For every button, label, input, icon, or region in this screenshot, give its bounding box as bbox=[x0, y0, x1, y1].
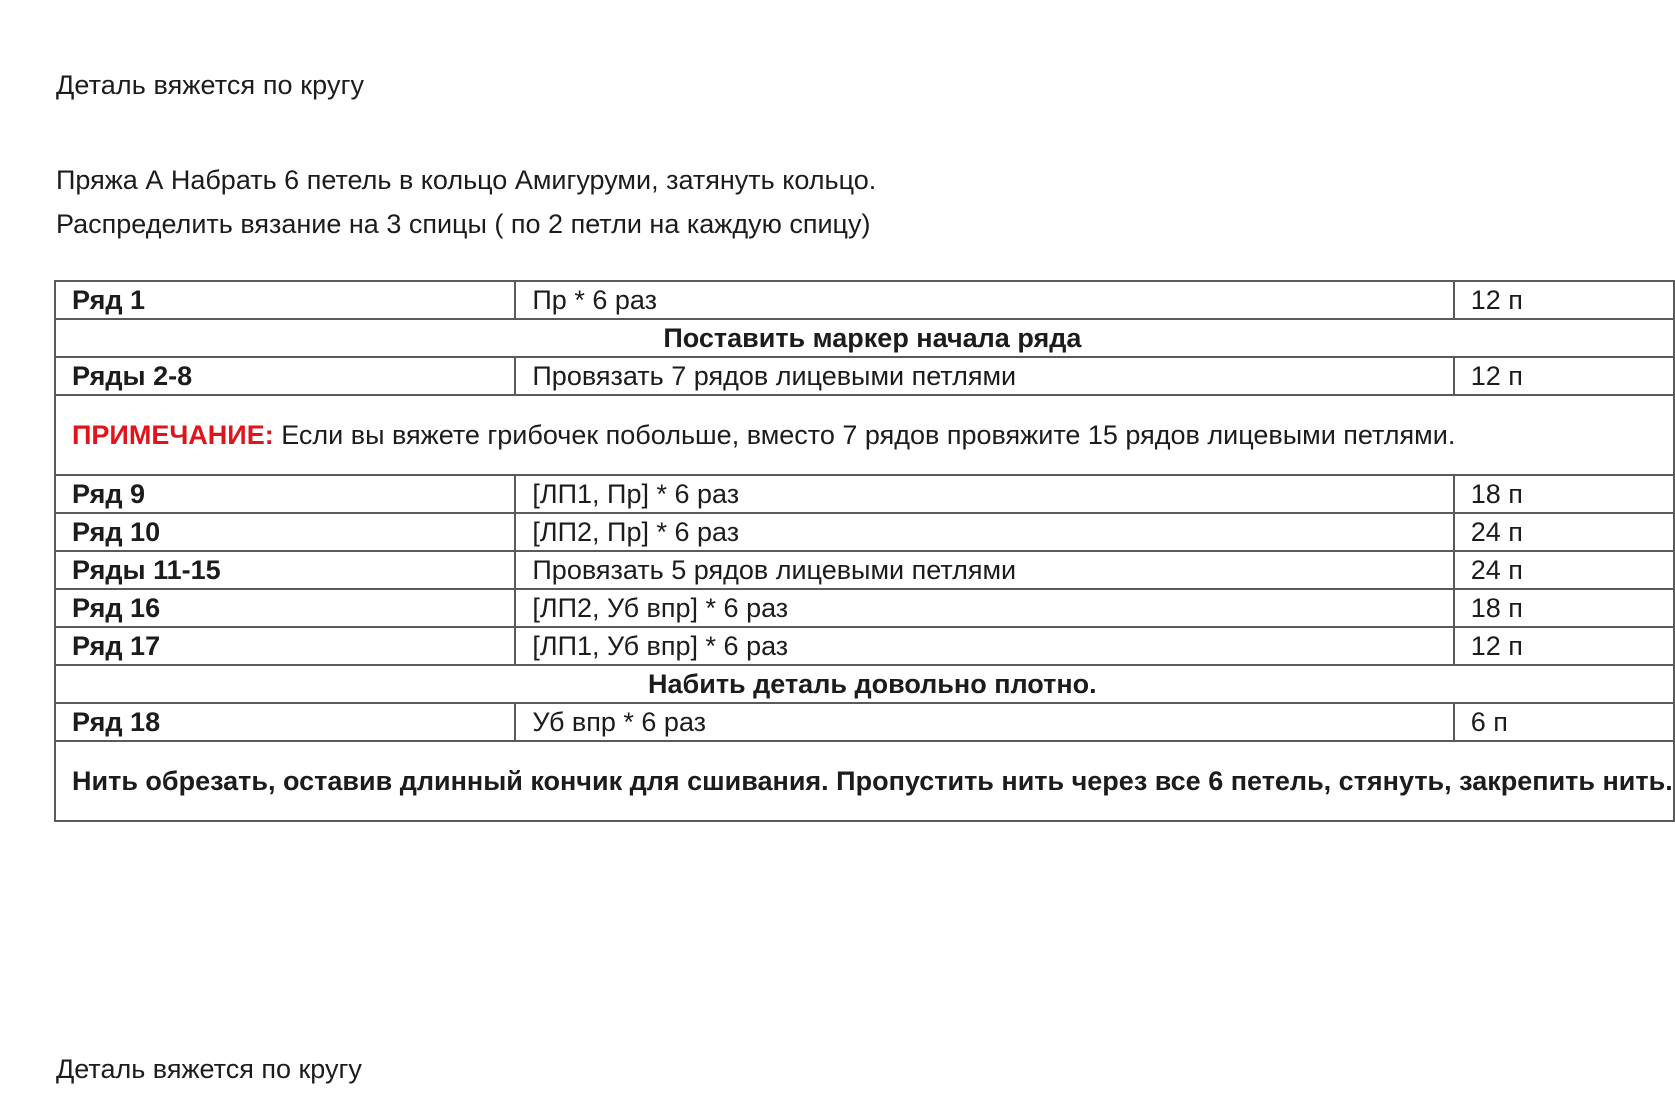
row-instruction: Уб впр * 6 раз bbox=[515, 703, 1453, 741]
next-section-heading: Деталь вяжется по кругу bbox=[56, 1054, 362, 1084]
table-row-16 bbox=[55, 589, 1674, 627]
table-row-1 bbox=[55, 281, 1674, 319]
table-row-10 bbox=[55, 513, 1674, 551]
table-row-9 bbox=[55, 475, 1674, 513]
table-row-18 bbox=[55, 703, 1674, 741]
row-stitch-count: 12 п bbox=[1454, 357, 1674, 395]
table-row-final bbox=[55, 741, 1674, 821]
row-instruction: Пр * 6 раз bbox=[515, 281, 1453, 319]
table-row-marker bbox=[55, 319, 1674, 357]
row-label: Ряды 2-8 bbox=[55, 357, 515, 395]
table-row-2-8 bbox=[55, 357, 1674, 395]
intro-text bbox=[56, 158, 876, 246]
row-stitch-count: 18 п bbox=[1454, 589, 1674, 627]
note-label: ПРИМЕЧАНИЕ: bbox=[72, 420, 274, 450]
row-stitch-count: 6 п bbox=[1454, 703, 1674, 741]
intro-line-2: Распределить вязание на 3 спицы ( по 2 петли на каждую спицу) bbox=[56, 209, 871, 239]
row-stitch-count: 18 п bbox=[1454, 475, 1674, 513]
row-label: Ряд 16 bbox=[55, 589, 515, 627]
row-instruction: [ЛП1, Уб впр] * 6 раз bbox=[515, 627, 1453, 665]
row-instruction: [ЛП1, Пр] * 6 раз bbox=[515, 475, 1453, 513]
row-label: Ряд 18 bbox=[55, 703, 515, 741]
table-row-11-15 bbox=[55, 551, 1674, 589]
section-heading: Деталь вяжется по кругу bbox=[56, 70, 365, 100]
row-instruction: [ЛП2, Пр] * 6 раз bbox=[515, 513, 1453, 551]
table-row-17 bbox=[55, 627, 1674, 665]
row-label: Ряд 10 bbox=[55, 513, 515, 551]
row-label: Ряды 11-15 bbox=[55, 551, 515, 589]
note-text: Если вы вяжете грибочек побольше, вместо 7 рядов провяжите 15 рядов лицевыми петлями. bbox=[281, 420, 1456, 450]
row-stitch-count: 12 п bbox=[1454, 281, 1674, 319]
row-instruction: Провязать 5 рядов лицевыми петлями bbox=[515, 551, 1453, 589]
row-instruction: Провязать 7 рядов лицевыми петлями bbox=[515, 357, 1453, 395]
table-row-note bbox=[55, 395, 1674, 475]
row-label: Ряд 9 bbox=[55, 475, 515, 513]
note-cell bbox=[55, 395, 1674, 475]
row-instruction: [ЛП2, Уб впр] * 6 раз bbox=[515, 589, 1453, 627]
row-stitch-count: 12 п bbox=[1454, 627, 1674, 665]
pattern-table bbox=[54, 280, 1675, 822]
row-label: Ряд 17 bbox=[55, 627, 515, 665]
stuff-instruction: Набить деталь довольно плотно. bbox=[55, 665, 1674, 703]
marker-instruction: Поставить маркер начала ряда bbox=[55, 319, 1674, 357]
row-stitch-count: 24 п bbox=[1454, 513, 1674, 551]
intro-line-1: Пряжа А Набрать 6 петель в кольцо Амигуруми, затянуть кольцо. bbox=[56, 165, 877, 195]
row-stitch-count: 24 п bbox=[1454, 551, 1674, 589]
row-label: Ряд 1 bbox=[55, 281, 515, 319]
final-instruction: Нить обрезать, оставив длинный кончик для сшивания. Пропустить нить через все 6 петель, стянуть, закрепить нить. bbox=[55, 741, 1674, 821]
table-row-stuff bbox=[55, 665, 1674, 703]
